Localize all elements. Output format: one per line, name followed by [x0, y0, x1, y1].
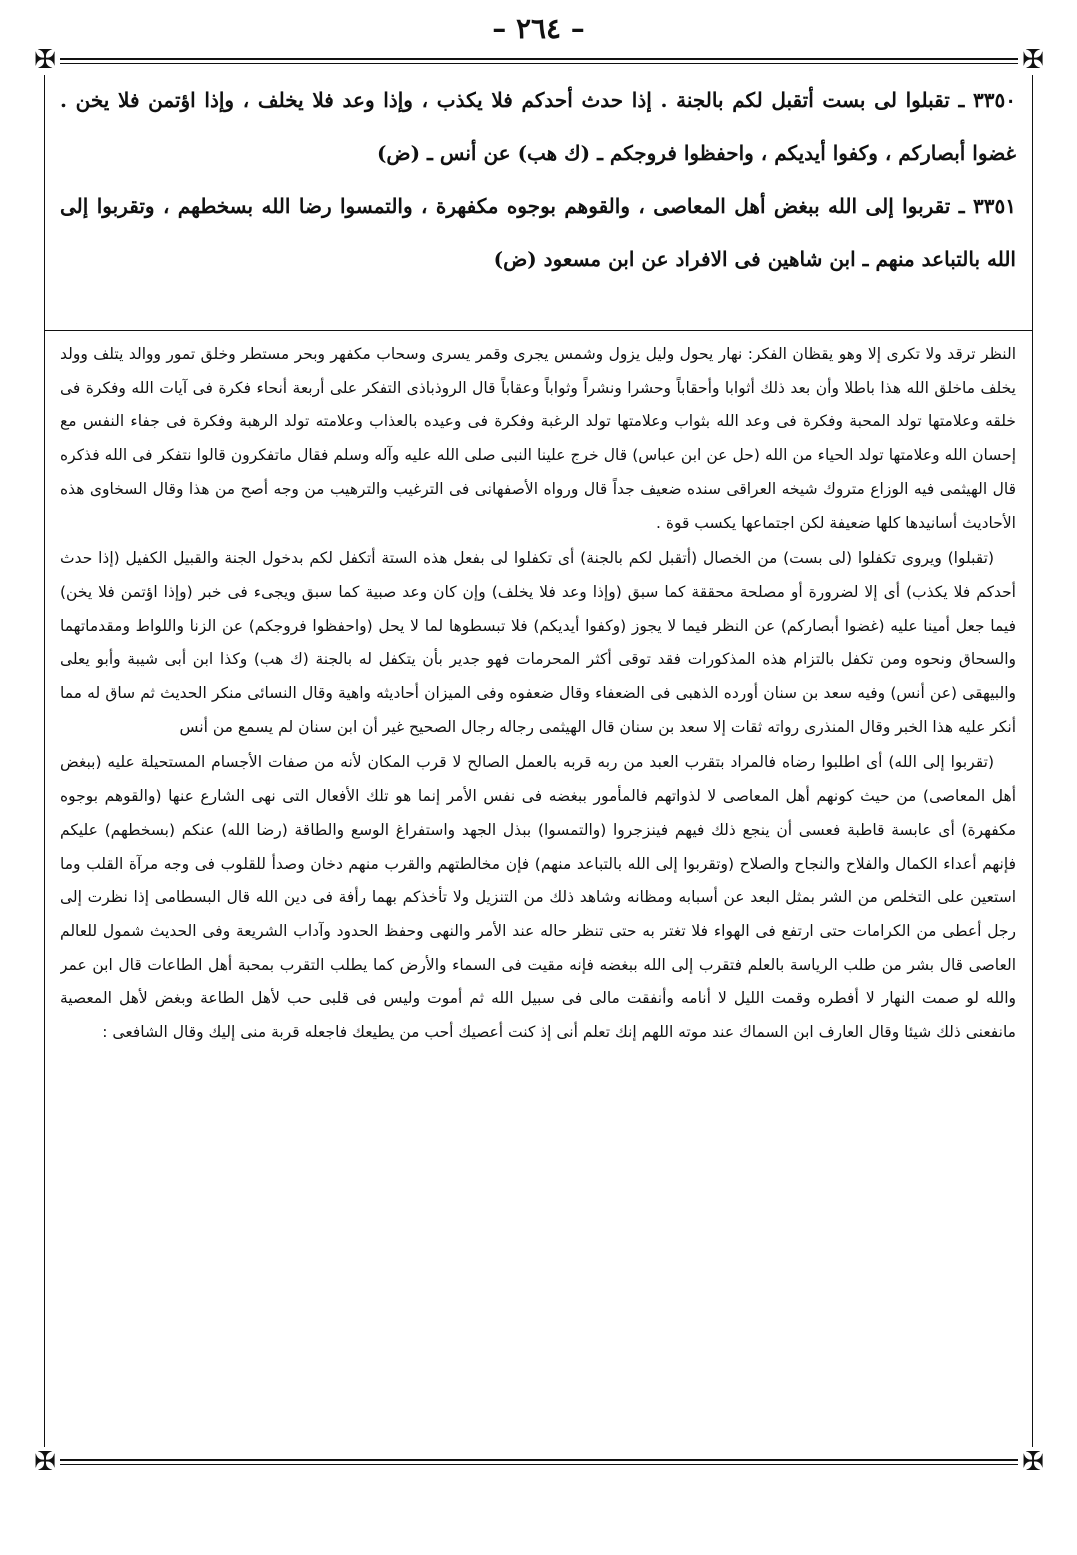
frame-top-rule-inner — [44, 63, 1033, 64]
frame-bottom-rule-inner — [44, 1464, 1033, 1465]
hadith-entry — [60, 180, 1016, 286]
hadith-text: ـ تقربوا إلى الله ببغض أهل المعاصى ، والقوهم بوجوه مكفهرة ، والتمسوا رضا الله بسخطهم ، وتقربوا إلى الله بالتباعد منهم ـ ابن شاهين فى الافراد عن ابن مسعود (ض) — [60, 194, 1016, 271]
page-number: – ٢٦٤ – — [492, 12, 585, 45]
corner-ornament-icon: ✠ — [30, 45, 60, 75]
hadith-number: ٣٣٥١ — [973, 194, 1016, 218]
commentary-paragraph: (تقبلوا) ويروى تكفلوا (لى بست) من الخصال (أتقبل لكم بالجنة) أى تكفلوا لى بفعل هذه الستة أتكفل لكم بدخول الجنة والقبيل الكفيل (إذا حدث أحدكم فلا يكذب) أى إلا لضرورة أو مصلحة محققة كما سبق (وإذا وعد فلا يخلف) وإن كان وعد صبية كما سبق ويجىء فى خبر (وإذا اؤتمن فلا يخن) فيما جعل أمينا عليه (غضوا أبصاركم) عن النظر فيما لا يجوز (وكفوا أيديكم) فلا تبسطوها لما لا يحل (واحفظوا فروجكم) عن الزنا واللواط ومقدماتهما والسحاق ونحوه ومن تكفل بالتزام هذه المذكورات فقد توقى أكثر المحرمات فهو جدير بأن يتكفل له بالجنة (ك هب) وكذا ابن أبى شيبة وأبو يعلى والبيهقى (عن أنس) وفيه سعد بن سنان أورده الذهبى فى الضعفاء وقال ضعفوه وفى الميزان أحاديثه واهية وقال النسائى منكر الحديث ثم ساق له مما أنكر عليه هذا الخبر وقال المنذرى رواته ثقات إلا سعد بن سنان قال الهيثمى رجاله رجال الصحيح غير أن ابن سنان لم يسمع من أنس — [60, 549, 1016, 736]
hadith-number: ٣٣٥٠ — [973, 88, 1016, 112]
corner-ornament-icon: ✠ — [30, 1447, 60, 1477]
commentary-section — [60, 338, 1016, 1453]
commentary-paragraph: النظر ترقد ولا تكرى إلا وهو يقظان الفكر: نهار يحول وليل يزول وشمس يجرى وقمر يسرى وسحاب مكفهر وبحر مستطر وخلق تمور ووالد يتلف وولد يخلف ماخلق الله هذا باطلا وأن بعد ذلك أثوابا وأحقاباً وحشرا ونشراً وثواباً وعقاباً قال الروذباذى التفكر على أربعة أنحاء فكرة فى آيات الله وفكرة فى خلقه وعلامتها تولد المحبة وفكرة فى وعد الله بثواب وعلامتها تولد الرغبة وفكرة فى وعيده بالعذاب وعلامته تولد الرهبة وفكرة فى جفاء النفس مع إحسان الله وعلامتها تولد الحياء من الله (حل عن ابن عباس) قال خرج علينا النبى صلى الله عليه وآله وسلم فقال ماتفكرون قالوا نتفكر فى الله فذكره قال الهيثمى فيه الوزاع متروك شيخه العراقى سنده ضعيف جداً قال ورواه الأصفهانى فى الترغيب والترهيب من وجه أصح من هذا وقال السخاوى هذه الأحاديث أسانيدها كلها ضعيفة لكن اجتماعها يكسب قوة . — [60, 345, 1016, 532]
frame-right-rule — [1032, 58, 1033, 1466]
frame-bottom-rule — [44, 1459, 1033, 1461]
hadith-section — [60, 74, 1016, 286]
hadith-entry — [60, 74, 1016, 180]
hadith-text: ـ تقبلوا لى بست أتقبل لكم بالجنة . إذا حدث أحدكم فلا يكذب ، وإذا وعد فلا يخلف ، وإذا اؤتمن فلا يخن . غضوا أبصاركم ، وكفوا أيديكم ، واحفظوا فروجكم ـ (ك هب) عن أنس ـ (ض) — [60, 88, 1016, 165]
frame-left-rule — [44, 58, 45, 1466]
corner-ornament-icon: ✠ — [1018, 1447, 1048, 1477]
section-separator — [44, 330, 1033, 331]
commentary-paragraph: (تقربوا إلى الله) أى اطلبوا رضاه فالمراد بتقرب العبد من ربه قربه بالعمل الصالح لا قرب المكان لأنه من صفات الأجسام المستحيلة عليه (ببغض أهل المعاصى) من حيث كونهم أهل المعاصى لا لذواتهم فالمأمور ببغضه فى نفس الأمر إنما هو تلك الأفعال التى نهى الشارع عنها (والقوهم بوجوه مكفهرة) أى عابسة قاطبة فعسى أن ينجع ذلك فيهم فينزجروا (والتمسوا) ببذل الجهد واستفراغ الوسع والطاقة (رضا الله) عنكم (بسخطهم) عليكم فإنهم أعداء الكمال والفلاح والنجاح والصلاح (وتقربوا إلى الله بالتباعد منهم) فإن مخالطتهم والقرب منهم دخان وصدأ للقلوب فى وجه مرآة القلب وما استعين على التخلص من الشر بمثل البعد عن أسبابه ومظانه وشاهد ذلك من التنزيل ولا تأخذكم بهما رأفة فى دين الله قال البسطامى إذا نظرت إلى رجل أعطى من الكرامات حتى ارتفع فى الهواء فلا تغتر به حتى تنظر حاله عند الأمر والنهى وحفظ الحدود وآداب الشريعة وفى الحديث شمول للعالم العاصى قال بشر من طلب الرياسة بالعلم فتقرب إلى الله ببغضه فإنه مقيت فى السماء والأرض كما يطلب التقرب بمحبة أهل الطاعات قال ابن عمر والله لو صمت النهار لا أفطره وقمت الليل لا أنامه وأنفقت مالى فى سبيل الله ثم أموت وليس فى قلبى حب لأهل الطاعة وبغض لأهل المعصية مانفعنى ذلك شيئا وقال العارف ابن السماك عند موته اللهم إنك تعلم أنى إذ كنت أعصيك أحب من يطيعك فاجعله قربة منى إليك وقال الشافعى : — [60, 753, 1016, 1042]
frame-top-rule — [44, 58, 1033, 60]
corner-ornament-icon: ✠ — [1018, 45, 1048, 75]
